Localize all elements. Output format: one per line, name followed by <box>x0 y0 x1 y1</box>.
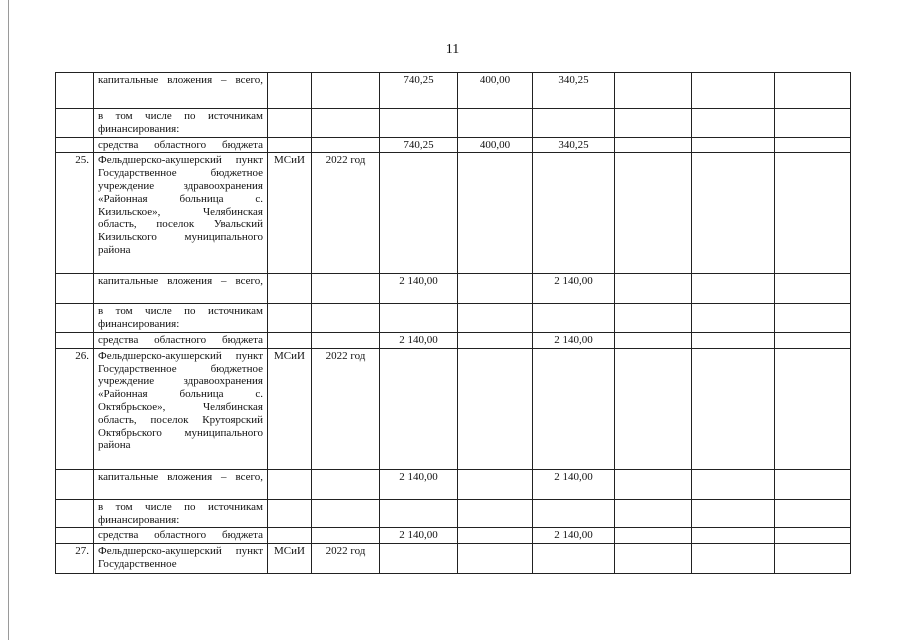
row-number: 25. <box>56 153 94 274</box>
row-number <box>56 304 94 333</box>
table-body <box>56 73 851 574</box>
row-number: 26. <box>56 348 94 469</box>
row-period: 2022 год <box>312 348 380 469</box>
row-executor <box>268 469 312 499</box>
cell-year-1 <box>458 469 533 499</box>
row-description: Фельдшерско-акушерский пункт Государственное бюджетное учреждение здравоохранения «Районная больница с. Кизильское», Челябинская область, поселок Увальский Кизильского муниципального района <box>94 153 268 274</box>
cell-year-1: 400,00 <box>458 137 533 153</box>
row-period: 2022 год <box>312 544 380 574</box>
cell-year-2 <box>533 348 615 469</box>
cell-year-5 <box>775 304 851 333</box>
cell-year-3 <box>615 544 692 574</box>
row-number <box>56 528 94 544</box>
cell-year-1 <box>458 153 533 274</box>
cell-year-5 <box>775 274 851 304</box>
row-executor <box>268 528 312 544</box>
cell-year-5 <box>775 153 851 274</box>
cell-year-4 <box>692 153 775 274</box>
cell-year-3 <box>615 109 692 138</box>
cell-year-4 <box>692 348 775 469</box>
cell-year-2 <box>533 153 615 274</box>
row-description: капитальные вложения – всего, <box>94 274 268 304</box>
cell-year-1 <box>458 528 533 544</box>
table-row <box>56 499 851 528</box>
cell-year-2: 340,25 <box>533 73 615 109</box>
row-executor <box>268 73 312 109</box>
cell-year-4 <box>692 73 775 109</box>
cell-year-1: 400,00 <box>458 73 533 109</box>
row-description: в том числе по источникам финансирования: <box>94 304 268 333</box>
cell-year-4 <box>692 332 775 348</box>
cell-total: 2 140,00 <box>380 528 458 544</box>
cell-year-2: 2 140,00 <box>533 528 615 544</box>
row-executor: МСиИ <box>268 348 312 469</box>
cell-year-4 <box>692 304 775 333</box>
cell-year-3 <box>615 348 692 469</box>
cell-total: 740,25 <box>380 73 458 109</box>
cell-year-3 <box>615 137 692 153</box>
cell-year-3 <box>615 304 692 333</box>
cell-year-5 <box>775 348 851 469</box>
row-description: капитальные вложения – всего, <box>94 73 268 109</box>
table-row <box>56 469 851 499</box>
cell-year-4 <box>692 528 775 544</box>
cell-total <box>380 304 458 333</box>
table-row <box>56 153 851 274</box>
row-number <box>56 137 94 153</box>
cell-year-1 <box>458 304 533 333</box>
financing-table <box>55 72 851 574</box>
row-period <box>312 73 380 109</box>
cell-year-1 <box>458 274 533 304</box>
cell-year-4 <box>692 109 775 138</box>
row-executor: МСиИ <box>268 153 312 274</box>
cell-year-3 <box>615 499 692 528</box>
cell-year-2 <box>533 109 615 138</box>
cell-year-4 <box>692 544 775 574</box>
cell-total: 2 140,00 <box>380 469 458 499</box>
row-number <box>56 332 94 348</box>
row-executor <box>268 137 312 153</box>
cell-total <box>380 544 458 574</box>
table-row <box>56 348 851 469</box>
cell-year-1 <box>458 332 533 348</box>
page-number: 11 <box>445 42 460 57</box>
row-period <box>312 499 380 528</box>
cell-year-2 <box>533 499 615 528</box>
cell-total <box>380 109 458 138</box>
cell-year-1 <box>458 348 533 469</box>
row-period <box>312 109 380 138</box>
cell-year-5 <box>775 109 851 138</box>
table-row <box>56 73 851 109</box>
cell-total: 2 140,00 <box>380 332 458 348</box>
row-number: 27. <box>56 544 94 574</box>
cell-year-1 <box>458 544 533 574</box>
cell-year-4 <box>692 499 775 528</box>
cell-year-2: 340,25 <box>533 137 615 153</box>
cell-year-1 <box>458 109 533 138</box>
row-description: средства областного бюджета <box>94 528 268 544</box>
row-description: в том числе по источникам финансирования: <box>94 499 268 528</box>
cell-year-2 <box>533 544 615 574</box>
cell-year-5 <box>775 137 851 153</box>
row-period <box>312 274 380 304</box>
table-row <box>56 274 851 304</box>
row-number <box>56 469 94 499</box>
row-period: 2022 год <box>312 153 380 274</box>
row-executor <box>268 499 312 528</box>
row-description: в том числе по источникам финансирования: <box>94 109 268 138</box>
row-executor <box>268 332 312 348</box>
cell-year-2 <box>533 304 615 333</box>
cell-year-3 <box>615 528 692 544</box>
cell-year-2: 2 140,00 <box>533 332 615 348</box>
cell-year-5 <box>775 499 851 528</box>
row-period <box>312 304 380 333</box>
row-number <box>56 274 94 304</box>
cell-year-4 <box>692 137 775 153</box>
row-executor <box>268 304 312 333</box>
cell-year-5 <box>775 332 851 348</box>
row-description: средства областного бюджета <box>94 332 268 348</box>
table-row <box>56 332 851 348</box>
cell-total <box>380 348 458 469</box>
row-period <box>312 332 380 348</box>
cell-year-3 <box>615 469 692 499</box>
page-edge-line <box>8 0 9 640</box>
cell-year-3 <box>615 73 692 109</box>
cell-total <box>380 153 458 274</box>
table-row <box>56 544 851 574</box>
row-period <box>312 469 380 499</box>
table-row <box>56 109 851 138</box>
cell-year-3 <box>615 153 692 274</box>
row-period <box>312 528 380 544</box>
row-executor: МСиИ <box>268 544 312 574</box>
row-number <box>56 73 94 109</box>
row-description: Фельдшерско-акушерский пункт Государственное бюджетное учреждение здравоохранения «Районная больница с. Октябрьское», Челябинская область, поселок Крутоярский Октябрьского муниципального района <box>94 348 268 469</box>
row-description: Фельдшерско-акушерский пункт Государственное <box>94 544 268 574</box>
cell-year-5 <box>775 544 851 574</box>
cell-year-5 <box>775 73 851 109</box>
cell-year-3 <box>615 274 692 304</box>
row-description: средства областного бюджета <box>94 137 268 153</box>
cell-total <box>380 499 458 528</box>
cell-year-1 <box>458 499 533 528</box>
cell-year-5 <box>775 469 851 499</box>
table-row <box>56 304 851 333</box>
cell-year-3 <box>615 332 692 348</box>
cell-year-2: 2 140,00 <box>533 469 615 499</box>
cell-total: 2 140,00 <box>380 274 458 304</box>
row-number <box>56 499 94 528</box>
cell-total: 740,25 <box>380 137 458 153</box>
cell-year-4 <box>692 469 775 499</box>
row-executor <box>268 109 312 138</box>
row-description: капитальные вложения – всего, <box>94 469 268 499</box>
table-row <box>56 528 851 544</box>
cell-year-5 <box>775 528 851 544</box>
row-period <box>312 137 380 153</box>
table-row <box>56 137 851 153</box>
cell-year-2: 2 140,00 <box>533 274 615 304</box>
cell-year-4 <box>692 274 775 304</box>
row-executor <box>268 274 312 304</box>
row-number <box>56 109 94 138</box>
